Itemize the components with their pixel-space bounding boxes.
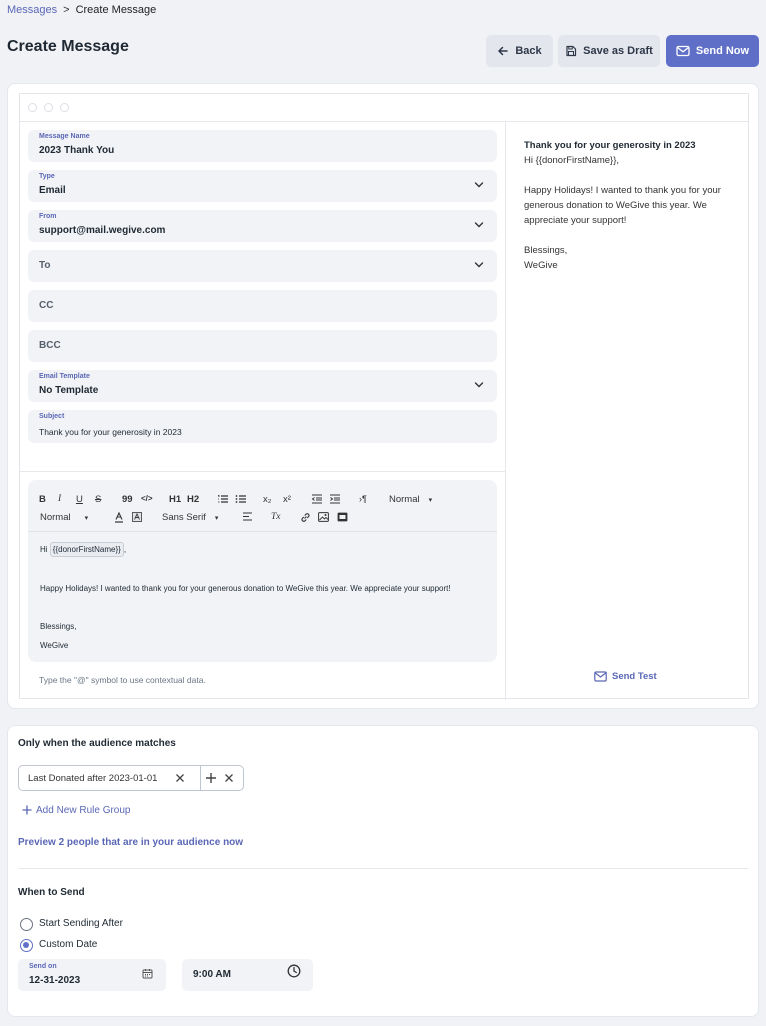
chevron-down-icon: [474, 261, 484, 269]
add-rule-group-button[interactable]: [21, 804, 131, 816]
send-now-label: Send Now: [695, 45, 750, 57]
align-left-icon: [242, 512, 253, 521]
ordered-list-button[interactable]: [217, 494, 229, 504]
italic-button[interactable]: I: [58, 494, 62, 504]
select-arrows-icon: ▾: [214, 514, 219, 522]
greeting-comma: ,: [123, 545, 127, 554]
signature-line: WeGive: [40, 641, 69, 650]
editor-hint: Type the "@" symbol to use contextual data.: [39, 675, 206, 685]
link-icon: [300, 512, 311, 523]
chevron-down-icon: [474, 221, 484, 229]
greeting-line: [40, 542, 126, 557]
custom-date-label[interactable]: Custom Date: [39, 939, 98, 950]
rtl-button[interactable]: ›¶: [359, 494, 367, 504]
header-select-value: Normal: [389, 494, 420, 505]
rich-text-editor[interactable]: [28, 480, 497, 662]
subscript-button[interactable]: x₂: [263, 494, 272, 505]
audience-card: [7, 725, 759, 1017]
ordered-list-icon: [217, 494, 229, 504]
subject-value: Thank you for your generosity in 2023: [39, 427, 182, 437]
remove-rule-icon[interactable]: [175, 773, 185, 783]
message-name-label: Message Name: [39, 133, 90, 140]
from-select[interactable]: [28, 210, 497, 242]
strike-button[interactable]: S: [95, 494, 102, 505]
indent-icon: [329, 494, 341, 504]
message-card: [7, 83, 759, 709]
background-color-button[interactable]: [132, 512, 142, 522]
type-label: Type: [39, 173, 55, 180]
rule-group: [18, 765, 244, 791]
dot-icon: [60, 103, 69, 112]
to-placeholder: To: [39, 260, 51, 271]
close-icon[interactable]: [224, 773, 234, 783]
when-to-send-title: When to Send: [18, 887, 85, 898]
image-button[interactable]: [318, 512, 329, 522]
plus-icon: [21, 804, 33, 816]
size-select[interactable]: [40, 512, 88, 523]
h2-button[interactable]: H2: [187, 494, 200, 505]
align-button[interactable]: [242, 512, 253, 521]
from-label: From: [39, 213, 57, 220]
subject-input[interactable]: [28, 410, 497, 443]
video-icon: [337, 512, 348, 522]
breadcrumb-current: Create Message: [75, 4, 157, 16]
calendar-icon: [142, 968, 153, 979]
message-name-value: 2023 Thank You: [39, 145, 115, 156]
send-time-value: 9:00 AM: [193, 969, 231, 980]
composer-frame: [19, 93, 749, 699]
send-time-field[interactable]: [182, 959, 313, 991]
video-button[interactable]: [337, 512, 348, 522]
chevron-down-icon: [474, 181, 484, 189]
preview-signoff: Blessings,: [524, 245, 568, 256]
chevron-down-icon: [474, 381, 484, 389]
email-template-select[interactable]: [28, 370, 497, 402]
font-color-icon: [114, 512, 124, 523]
h1-button[interactable]: H1: [169, 494, 182, 505]
breadcrumb-link-messages[interactable]: Messages: [7, 4, 58, 16]
breadcrumb: [7, 4, 156, 16]
dot-icon: [44, 103, 53, 112]
send-test-label: Send Test: [612, 671, 657, 682]
merge-tag-chip[interactable]: {{donorFirstName}}: [50, 542, 124, 557]
bcc-input[interactable]: [28, 330, 497, 362]
rule-divider: [200, 766, 201, 790]
type-select[interactable]: [28, 170, 497, 202]
clear-format-button[interactable]: Tx: [271, 512, 281, 522]
radio-start-sending-after[interactable]: [20, 918, 33, 931]
audience-title: Only when the audience matches: [18, 738, 176, 749]
outdent-button[interactable]: [311, 494, 323, 504]
send-on-value: 12-31-2023: [29, 975, 81, 986]
clock-icon: [287, 964, 301, 978]
signoff-line: Blessings,: [40, 622, 77, 631]
send-on-date-field[interactable]: [18, 959, 166, 991]
message-name-field[interactable]: [28, 130, 497, 162]
back-button-label: Back: [515, 45, 542, 57]
link-button[interactable]: [300, 512, 311, 523]
image-icon: [318, 512, 329, 522]
arrow-left-icon: [497, 45, 509, 57]
editor-toolbar: [28, 480, 497, 532]
divider: [18, 868, 748, 869]
plus-icon[interactable]: [205, 772, 217, 784]
size-select-value: Normal: [40, 512, 71, 523]
font-color-button[interactable]: [114, 512, 124, 523]
rule-chip-label[interactable]: Last Donated after 2023-01-01: [28, 773, 158, 784]
back-button[interactable]: [486, 35, 553, 67]
email-preview: [524, 138, 739, 273]
dot-icon: [28, 103, 37, 112]
add-rule-group-label: Add New Rule Group: [36, 804, 131, 816]
mail-icon: [676, 45, 690, 57]
email-template-label: Email Template: [39, 373, 90, 380]
preview-column: [506, 122, 750, 700]
header-select[interactable]: [389, 494, 432, 505]
greeting-text: Hi: [40, 545, 48, 554]
save-icon: [565, 45, 577, 57]
save-draft-label: Save as Draft: [583, 45, 653, 57]
start-sending-after-label[interactable]: Start Sending After: [39, 918, 123, 929]
send-test-button[interactable]: [594, 671, 657, 682]
send-now-button[interactable]: [666, 35, 759, 67]
breadcrumb-separator: >: [63, 4, 70, 16]
radio-custom-date[interactable]: [20, 939, 33, 952]
mail-icon: [594, 671, 607, 682]
select-arrows-icon: ▾: [428, 496, 433, 504]
superscript-button[interactable]: x²: [283, 494, 291, 505]
select-arrows-icon: ▾: [84, 514, 89, 522]
bullet-list-button[interactable]: [235, 494, 247, 504]
window-dots: [20, 94, 748, 122]
outdent-icon: [311, 494, 323, 504]
blockquote-button[interactable]: 99: [122, 494, 133, 505]
bullet-list-icon: [235, 494, 247, 504]
body-line: Happy Holidays! I wanted to thank you for your generous donation to WeGive this year. We appreciate your support!: [40, 584, 451, 593]
indent-button[interactable]: [329, 494, 341, 504]
preview-audience-link[interactable]: Preview 2 people that are in your audience now: [18, 837, 244, 848]
from-value: support@mail.wegive.com: [39, 225, 166, 236]
type-value: Email: [39, 185, 66, 196]
bcc-placeholder: BCC: [39, 340, 61, 351]
divider: [20, 471, 506, 472]
subject-label: Subject: [39, 413, 65, 420]
bold-button[interactable]: B: [39, 494, 46, 505]
send-on-label: Send on: [29, 963, 57, 970]
email-template-value: No Template: [39, 385, 99, 396]
to-select[interactable]: [28, 250, 497, 282]
highlight-icon: [132, 512, 142, 522]
form-column: [20, 122, 506, 700]
preview-signature: WeGive: [524, 260, 558, 271]
preview-body: Happy Holidays! I wanted to thank you for your generous donation to WeGive this year. We appreciate your support!: [524, 185, 721, 226]
code-button[interactable]: </>: [141, 494, 153, 503]
preview-greeting: Hi {{donorFirstName}},: [524, 155, 620, 166]
cc-input[interactable]: [28, 290, 497, 322]
font-select-value: Sans Serif: [162, 512, 206, 523]
save-draft-button[interactable]: [558, 35, 660, 67]
cc-placeholder: CC: [39, 300, 54, 311]
underline-button[interactable]: U: [76, 494, 83, 505]
preview-subject: Thank you for your generosity in 2023: [524, 140, 696, 151]
page-title: Create Message: [7, 38, 129, 55]
font-select[interactable]: [162, 512, 218, 523]
